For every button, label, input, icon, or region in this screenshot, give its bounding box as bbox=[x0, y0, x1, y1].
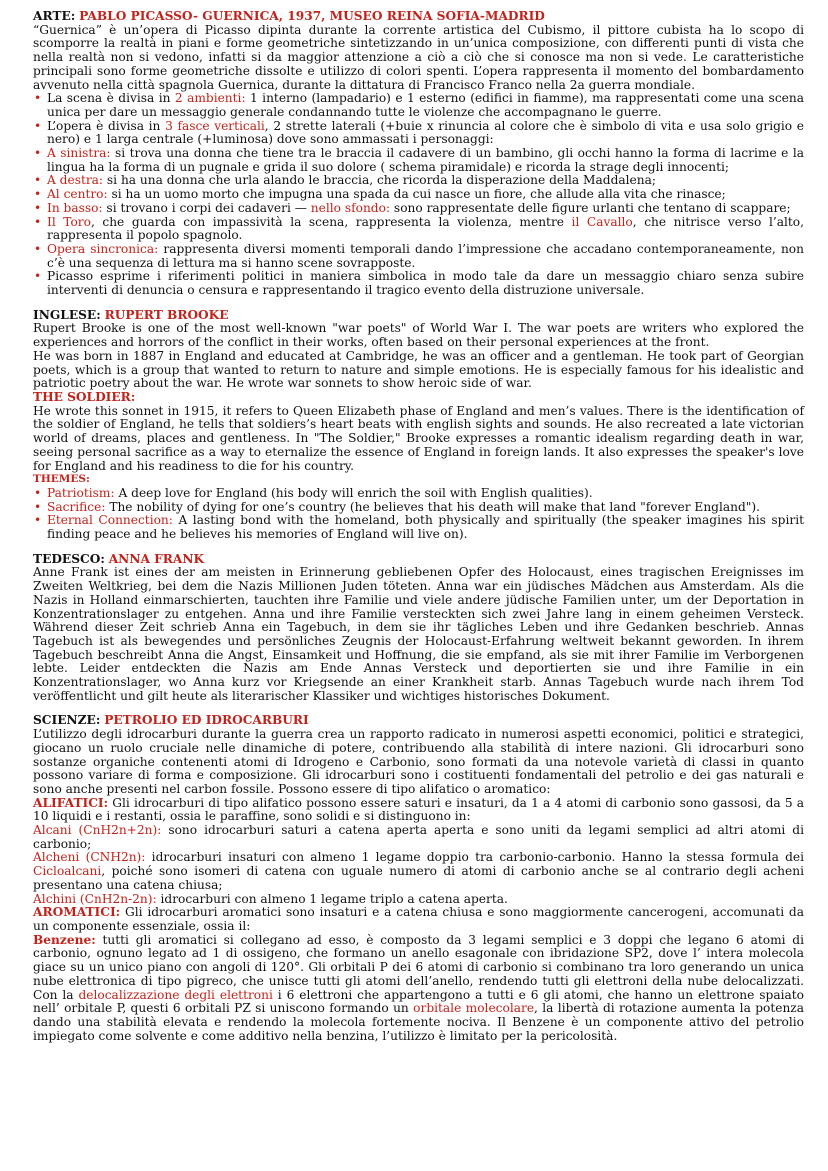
arte-bullet: • A destra: si ha una donna che urla alando le braccia, che ricorda la disperazione della Maddalena; bbox=[47, 174, 804, 188]
arte-intro: “Guernica” è un’opera di Picasso dipinta durante la corrente artistica del Cubismo, il pittore cubista ha lo scopo di scomporre la realtà in piani e forme geometriche sintetizzando in un’unica composizione, con differenti punti di vista che nella realtà non si vedono, infatti si da maggior attenzione a ciò a ciò che si conosce ma non si vede. Le caratteristiche principali sono forme geometriche dissolte e utilizzo di colori spenti. L’opera rappresenta il momento del bombardamento avvenuto nella città spagnola Guernica, durante la dittatura di Francisco Franco nella 2a guerra mondiale. bbox=[33, 22, 804, 92]
arte-bullet: • Opera sincronica: rappresenta diversi momenti temporali dando l’impressione che accadano contemporaneamente, non c’è una sequenza di lettura ma si hanno scene sovrapposte. bbox=[47, 243, 804, 270]
scienze-title: PETROLIO ED IDROCARBURI bbox=[104, 713, 309, 728]
alchini-paragraph: Alchini (CnH2n-2n): idrocarburi con almeno 1 legame triplo a catena aperta. bbox=[33, 891, 508, 906]
arte-bullet: • Al centro: si ha un uomo morto che impugna una spada da cui nasce un fiore, che allude alla vita che rinasce; bbox=[47, 188, 804, 202]
arte-heading bbox=[33, 10, 804, 24]
aromatici-paragraph: AROMATICI: Gli idrocarburi aromatici sono insaturi e a catena chiusa e sono maggiormente cancerogeni, accomunati da un componente essenziale, ossia il: bbox=[33, 905, 804, 933]
inglese-title: RUPERT BROOKE bbox=[104, 307, 229, 322]
tedesco-subject-label: TEDESCO: bbox=[33, 551, 105, 566]
soldier-heading: THE SOLDIER: bbox=[33, 389, 136, 404]
scienze-paragraph: L’utilizzo degli idrocarburi durante la guerra crea un rapporto radicato in numerosi aspetti economici, politici e strategici, giocano un ruolo cruciale nelle dinamiche di potere, contribuendo alla stabilità di intere nazioni. Gli idrocarburi sono sostanze organiche contenenti atomi di Idrogeno e Carbonio, sono formati da una notevole varietà di classi in quanto possono variare di forma e composizione. Gli idrocarburi sono i costituenti fondamentali del petrolio e dei gas naturali e sono anche presenti nel carbon fossile. Possono essere di tipo alifatico o aromatico: bbox=[33, 727, 804, 796]
section-inglese bbox=[33, 309, 804, 542]
inglese-paragraph: Rupert Brooke is one of the most well-known "war poets" of World War I. The war poets are writers who explored the experiences and horrors of the conflict in their works, often based on their personal experiences at the front. bbox=[33, 321, 804, 350]
section-scienze bbox=[33, 714, 804, 1043]
tedesco-title: ANNA FRANK bbox=[108, 551, 205, 566]
section-arte bbox=[33, 10, 804, 298]
tedesco-heading bbox=[33, 553, 804, 567]
inglese-heading bbox=[33, 309, 804, 323]
arte-bullet: • L’opera è divisa in 3 fasce verticali, 2 strette laterali (+buie x rinuncia al colore che è simbolo di vita e usa solo grigio e nero) e 1 larga centrale (+luminosa) dove sono ammassati i personaggi: bbox=[47, 120, 804, 147]
section-tedesco bbox=[33, 553, 804, 704]
scienze-heading bbox=[33, 714, 804, 728]
arte-title: PABLO PICASSO- GUERNICA, 1937, MUSEO REINA SOFIA-MADRID bbox=[79, 9, 545, 23]
arte-bullet: • Picasso esprime i riferimenti politici in maniera simbolica in modo tale da dare un messaggio chiaro senza subire interventi di denuncia o censura e rappresentando il tragico evento della distruzione universale. bbox=[47, 270, 804, 297]
themes-list bbox=[33, 487, 804, 542]
soldier-paragraph: He wrote this sonnet in 1915, it refers to Queen Elizabeth phase of England and men’s values. There is the identification of the soldier of England, he tells that soldiers’s heart beats with english sights and sounds. He also recreated a late victorian world of dreams, places and gentleness. In "The Soldier," Brooke expresses a romantic idealism regarding death in war, seeing personal sacrifice as a way to eternalize the essence of England in foreign lands. It also expresses the speaker's love for England and his readiness to die for his country. bbox=[33, 403, 804, 473]
alcheni-paragraph: Alcheni (CNH2n): idrocarburi insaturi con almeno 1 legame doppio tra carbonio-carbonio. Hanno la stessa formula dei Cicloalcani, poiché sono isomeri di catena con uguale numero di atomi di carbonio anche se al contrario degli acheni presentano una catena chiusa; bbox=[33, 850, 804, 892]
arte-bullet: • In basso: si trovano i corpi dei cadaveri — nello sfondo: sono rappresentate delle figure urlanti che tentano di scappare; bbox=[47, 202, 804, 216]
benzene-paragraph: Benzene: tutti gli aromatici si collegano ad esso, è composto da 3 legami semplici e 3 doppi che legano 6 atomi di carbonio, ognuno legato ad 1 di ossigeno, che formano un anello esagonale con ibridazione SP2, dove l’ intera molecola giace su un unico piano con angoli di 120°. Gli orbitali P dei 6 atomi di carbonio si combinano tra loro generando un unica nube elettronica di tipo pigreco, che unisce tutti gli atomi dell’anello, rendendo tutti gli elettroni della nube delocalizzati. Con la delocalizzazione degli elettroni i 6 elettroni che appartengono a tutti e 6 gli atomi, che hanno un elettrone spaiato nell’ orbitale P, questi 6 orbitali PZ si uniscono formando un orbitale molecolare, la libertà di rotazione aumenta la potenza dando una stabilità elevata e rendendo la molecola fortemente nociva. Il Benzene è un componente attivo del petrolio impiegato come solvente e come additivo nella benzina, l’utilizzo è limitato per la pericolosità. bbox=[33, 932, 804, 1043]
tedesco-paragraph: Anne Frank ist eines der am meisten in Erinnerung gebliebenen Opfer des Holocaust, eines tragischen Ereignisses im Zweiten Weltkrieg, bei dem die Nazis Millionen Juden töteten. Anna war ein jüdisches Mädchen aus Amsterdam. Als die Nazis in Holland einmarschierten, tauchten ihre Familie und viele andere jüdische Familien unter, um der Deportation in Konzentrationslager zu entgehen. Anna und ihre Familie versteckten sich zwei Jahre lang in einem geheimen Versteck. Während dieser Zeit schrieb Anna ein Tagebuch, in dem sie ihr tägliches Leben und ihre Gedanken beschrieb. Annas Tagebuch ist als bewegendes und persönliches Zeugnis der Holocaust-Erfahrung weltweit bekannt geworden. In ihrem Tagebuch beschreibt Anna die Angst, Einsamkeit und Hoffnung, die sie empfand, als sie mit ihrer Familie im Verborgenen lebte. Leider entdeckten die Nazis am Ende Annas Versteck und deportierten sie und ihre Familie in ein Konzentrationslager, wo Anna kurz vor Kriegsende an einer Krankheit starb. Annas Tagebuch wurde nach ihrem Tod veröffentlicht und gilt heute als literarischer Klassiker und wichtiges historisches Dokument. bbox=[33, 565, 804, 703]
arte-bullet-list bbox=[33, 92, 804, 298]
themes-heading: THEMES: bbox=[33, 473, 90, 486]
arte-subject-label: ARTE: bbox=[33, 9, 76, 23]
inglese-subject-label: INGLESE: bbox=[33, 307, 101, 322]
alcani-paragraph: Alcani (CnH2n+2n): sono idrocarburi saturi a catena aperta aperta e sono uniti da legami semplici ad altri atomi di carbonio; bbox=[33, 823, 804, 851]
theme-item: • Sacrifice: The nobility of dying for one’s country (he believes that his death will make that land "forever England"). bbox=[47, 501, 804, 515]
arte-bullet: • La scena è divisa in 2 ambienti: 1 interno (lampadario) e 1 esterno (edifici in fiamme), ma rappresentati come una scena unica per dare un messaggio generale condannando tutte le violenze che accompagnano le guerre. bbox=[47, 92, 804, 119]
alifatici-paragraph: ALIFATICI: Gli idrocarburi di tipo alifatico possono essere saturi e insaturi, da 1 a 4 atomi di carbonio sono gassosi, da 5 a 10 liquidi e i restanti, ossia le paraffine, sono solidi e si distinguono in: bbox=[33, 795, 804, 824]
scienze-subject-label: SCIENZE: bbox=[33, 713, 101, 728]
theme-item: • Patriotism: A deep love for England (his body will enrich the soil with English qualities). bbox=[47, 487, 804, 501]
theme-item: • Eternal Connection: A lasting bond with the homeland, both physically and spiritually (the speaker imagines his spirit finding peace and he believes his memories of England will live on). bbox=[47, 514, 804, 541]
arte-bullet: • Il Toro, che guarda con impassività la scena, rappresenta la violenza, mentre il Cavallo, che nitrisce verso l’alto, rappresenta il popolo spagnolo. bbox=[47, 216, 804, 243]
arte-bullet: • A sinistra: si trova una donna che tiene tra le braccia il cadavere di un bambino, gli occhi hanno la forma di lacrime e la lingua ha la forma di un pugnale e grida il suo dolore ( schema piramidale) e ricorda la strage degli innocenti; bbox=[47, 147, 804, 174]
inglese-paragraph: He was born in 1887 in England and educated at Cambridge, he was an officer and a gentleman. He took part of Georgian poets, which is a group that wanted to return to nature and simple emotions. He is especially famous for his idealistic and patriotic poetry about the war. He wrote war sonnets to show heroic side of war. bbox=[33, 348, 804, 391]
